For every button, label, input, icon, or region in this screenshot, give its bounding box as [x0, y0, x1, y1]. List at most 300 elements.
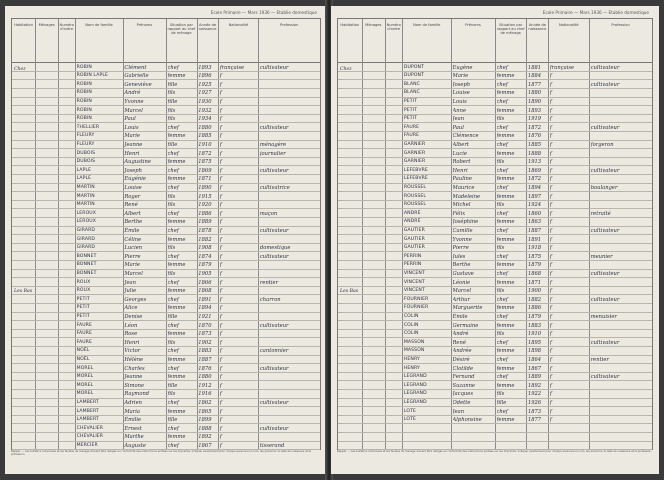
cell-nat: f	[549, 141, 552, 148]
cell-nat: f	[219, 399, 222, 406]
cell-rel: femme	[496, 176, 515, 183]
cell-year: 1888	[527, 150, 542, 157]
cell-year: 1927	[198, 90, 212, 97]
cell-name: GAUTIER	[403, 227, 425, 233]
cell-first: Victor	[124, 348, 141, 355]
cell-name: MOREL	[76, 382, 94, 388]
table-row	[338, 218, 652, 227]
table-row	[338, 355, 652, 364]
cell-rel	[497, 425, 526, 433]
cell-rel: femme	[496, 279, 515, 286]
cell-first: Marie	[124, 133, 140, 140]
cell-first: Jeanne	[124, 141, 143, 148]
cell-rel: chef	[167, 167, 179, 174]
cell-rel: chef	[167, 296, 179, 303]
table-row	[12, 244, 320, 253]
cell-nat: f	[549, 288, 552, 295]
cell-nat: f	[219, 434, 222, 441]
cell-first	[453, 442, 495, 450]
table-row	[12, 192, 320, 201]
cell-year: 1873	[198, 331, 212, 338]
cell-prof	[260, 304, 320, 312]
table-row	[12, 140, 320, 149]
cell-first: Georges	[124, 296, 147, 303]
cell-rel	[497, 433, 526, 441]
cell-name: PERRIN	[403, 253, 422, 259]
cell-nat: f	[219, 365, 222, 372]
cell-first: Marthe	[124, 434, 144, 441]
cell-rel: fille	[167, 141, 178, 148]
cell-rel: chef	[496, 296, 508, 303]
cell-prof: rentier	[259, 279, 279, 286]
cell-first: René	[124, 202, 138, 209]
cell-first: Eugénie	[124, 176, 146, 183]
cell-rel: chef	[167, 399, 179, 406]
cell-prof	[591, 322, 652, 330]
column-header: Situation par rapport au chef de ménage	[167, 23, 196, 36]
cell-first: Marie	[124, 262, 140, 269]
table-row	[338, 252, 652, 261]
cell-nat: f	[549, 245, 552, 252]
table-row	[338, 424, 652, 433]
table-row	[338, 287, 652, 296]
left-page	[5, 6, 327, 474]
cell-name: MOREL	[76, 365, 94, 371]
cell-prof	[591, 416, 652, 424]
table-row	[338, 140, 652, 149]
cell-prof	[260, 193, 320, 201]
table-row	[12, 304, 320, 313]
cell-first: René	[452, 339, 466, 346]
cell-year: 1894	[198, 305, 212, 312]
cell-name: VINCENT	[403, 288, 425, 294]
table-row	[338, 132, 652, 141]
cell-name: HENRY	[403, 365, 420, 371]
table-row	[338, 106, 652, 115]
cell-prof	[591, 115, 652, 123]
cell-nat: f	[219, 202, 222, 209]
cell-first: Suzanne	[452, 382, 476, 389]
cell-nat: f	[219, 374, 222, 381]
cell-name: LAMBERT	[76, 399, 99, 405]
cell-first: Yvonne	[452, 236, 472, 243]
cell-name: FAURE	[76, 339, 92, 345]
cell-prof: ménagère	[259, 141, 287, 148]
cell-year: 1915	[198, 193, 212, 200]
table-row	[12, 355, 320, 364]
cell-year	[528, 425, 548, 433]
table-body	[12, 63, 320, 449]
cell-prof: maçon	[259, 210, 278, 217]
cell-rel: femme	[167, 73, 186, 80]
cell-name	[404, 433, 451, 441]
cell-first: Andrée	[452, 348, 472, 355]
cell-prof	[591, 304, 652, 312]
cell-prof	[260, 270, 320, 278]
cell-prof	[260, 416, 320, 424]
cell-prof	[591, 287, 652, 295]
cell-name: VINCENT	[403, 279, 425, 285]
cell-year: 1876	[527, 133, 542, 140]
cell-rel: chef	[167, 124, 179, 131]
cell-name: LAMBERT	[76, 408, 99, 414]
cell-rel: fils	[167, 193, 176, 200]
cell-first: Clément	[124, 64, 147, 71]
cell-year: 1895	[527, 339, 542, 346]
cell-first: Augustine	[124, 159, 151, 166]
table-row	[338, 97, 652, 106]
table-row	[12, 373, 320, 382]
table-row	[12, 175, 320, 184]
table-row	[338, 381, 652, 390]
cell-rel: fille	[167, 313, 178, 320]
table-row	[338, 330, 652, 339]
cell-name	[404, 425, 451, 433]
cell-rel: femme	[167, 288, 186, 295]
cell-name: LEGRAND	[403, 374, 427, 380]
cell-year: 1864	[527, 356, 542, 363]
cell-nat: f	[549, 176, 552, 183]
cell-first: Fernand	[452, 374, 475, 381]
table-row	[338, 183, 652, 192]
cell-year: 1889	[527, 374, 542, 381]
cell-name: NOËL	[76, 356, 90, 362]
cell-first: Louise	[452, 90, 470, 97]
cell-nat: f	[549, 270, 552, 277]
table-row	[338, 261, 652, 270]
cell-name: PETIT	[403, 107, 417, 113]
cell-prof	[591, 244, 652, 252]
cell-name	[404, 442, 451, 450]
cell-name: LEROUX	[76, 210, 97, 216]
cell-nat: f	[549, 253, 552, 260]
table-row	[12, 261, 320, 270]
cell-nat: f	[219, 270, 222, 277]
cell-nat: f	[219, 124, 222, 131]
cell-nat: f	[549, 193, 552, 200]
cell-name: GIRARD	[76, 245, 96, 251]
cell-nat: française	[219, 64, 245, 71]
cell-first: Lucie	[452, 150, 467, 157]
cell-first: Joseph	[452, 81, 471, 88]
cell-rel: femme	[496, 150, 515, 157]
cell-prof: cultivateur	[259, 124, 289, 131]
table-row	[12, 416, 320, 425]
cell-year: 1880	[527, 90, 542, 97]
cell-year: 1886	[527, 305, 542, 312]
cell-first: Alphonsine	[452, 417, 482, 424]
cell-nat	[550, 425, 589, 433]
column-header: Prénoms	[465, 23, 481, 27]
cell-name: FAURE	[403, 133, 420, 139]
cell-prof	[260, 339, 320, 347]
cell-prof	[260, 382, 320, 390]
cell-year: 1881	[527, 64, 542, 71]
cell-prof	[591, 347, 652, 355]
cell-prof: cultivateur	[590, 296, 620, 303]
cell-year: 1926	[527, 399, 542, 406]
cell-nat: f	[549, 81, 552, 88]
table-row	[338, 89, 652, 98]
cell-prof	[591, 175, 652, 183]
table-row	[12, 269, 320, 278]
cell-rel: femme	[167, 356, 186, 363]
cell-year: 1868	[527, 270, 542, 277]
cell-name: MARTIN	[76, 184, 95, 190]
cell-rel: chef	[496, 98, 508, 105]
cell-first: Berthe	[452, 262, 471, 269]
cell-year: 1893	[527, 107, 542, 114]
cell-prof	[591, 193, 652, 201]
cell-year: 1869	[198, 167, 212, 174]
cell-prof	[260, 81, 320, 89]
cell-prof: cultivateur	[259, 64, 289, 71]
table-row	[12, 106, 320, 115]
cell-year: 1924	[527, 202, 542, 209]
cell-name: GARNIER	[403, 159, 426, 165]
cell-name: PETIT	[76, 313, 90, 319]
cell-nat: f	[219, 313, 222, 320]
table-row	[12, 424, 320, 433]
cell-first: Denise	[124, 313, 143, 320]
cell-first: Germaine	[452, 322, 479, 329]
cell-first: Paul	[124, 116, 136, 123]
cell-rel: chef	[167, 365, 179, 372]
cell-name: LEROUX	[76, 219, 97, 225]
cell-rel: fils	[496, 391, 505, 398]
cell-name: ROBIN	[76, 90, 92, 96]
cell-first: Rose	[124, 331, 138, 338]
column-header: Nationalité	[228, 23, 249, 27]
cell-year: 1892	[527, 382, 542, 389]
cell-name: GIRARD	[76, 236, 96, 242]
column-header: Année de naissance	[528, 23, 547, 32]
cell-nat: f	[219, 288, 222, 295]
cell-first: Anne	[452, 107, 467, 114]
cell-rel: chef	[496, 81, 508, 88]
cell-first: André	[124, 90, 141, 97]
cell-prof	[591, 279, 652, 287]
cell-name: LEGRAND	[403, 382, 427, 388]
cell-year: 1885	[198, 133, 212, 140]
cell-first: Maurice	[452, 184, 475, 191]
cell-rel: fils	[496, 331, 505, 338]
cell-first: Jean	[452, 408, 465, 415]
cell-first: Yvonne	[124, 98, 144, 105]
table-row	[12, 166, 320, 175]
table-row	[12, 330, 320, 339]
cell-rel: fils	[496, 288, 505, 295]
table-row	[338, 80, 652, 89]
cell-first	[453, 425, 495, 433]
cell-year: 1873	[527, 408, 542, 415]
cell-name: COLIN	[403, 322, 419, 328]
cell-year: 1880	[198, 374, 212, 381]
table-row	[12, 63, 320, 72]
cell-rel: femme	[496, 107, 515, 114]
cell-year: 1863	[527, 219, 542, 226]
cell-rel: chef	[496, 210, 508, 217]
cell-year: 1887	[527, 227, 542, 234]
table-row	[338, 295, 652, 304]
cell-nat: f	[549, 73, 552, 80]
table-row	[338, 166, 652, 175]
cell-nat: f	[549, 133, 552, 140]
cell-name: ANDRÉ	[403, 210, 421, 216]
cell-nat: f	[219, 107, 222, 114]
cell-prof: cultivateur	[590, 227, 620, 234]
cell-nat: f	[549, 365, 552, 372]
cell-first: Alice	[124, 305, 138, 312]
cell-rel: fille	[496, 399, 507, 406]
cell-rel: chef	[496, 184, 508, 191]
cell-prof: rentier	[590, 356, 609, 363]
cell-first: Albert	[452, 141, 469, 148]
cell-name: LAPLE	[76, 176, 92, 182]
cell-rel: femme	[496, 262, 515, 269]
cell-prof	[260, 201, 320, 209]
cell-nat: f	[549, 356, 552, 363]
cell-rel: fils	[496, 202, 505, 209]
cell-rel: chef	[167, 279, 179, 286]
table-row	[12, 321, 320, 330]
cell-year: 1878	[198, 227, 212, 234]
cell-rel: chef	[496, 313, 508, 320]
table-row	[12, 364, 320, 373]
right-page	[331, 6, 659, 474]
cell-rel: chef	[167, 210, 179, 217]
table-row	[338, 269, 652, 278]
table-row	[338, 364, 652, 373]
cell-rel: chef	[496, 64, 508, 71]
cell-nat: f	[219, 227, 222, 234]
cell-nat: f	[549, 374, 552, 381]
cell-year: 1890	[527, 98, 542, 105]
cell-nat: f	[549, 279, 552, 286]
cell-prof	[591, 89, 652, 97]
cell-nat: f	[219, 210, 222, 217]
cell-prof: cultivateur	[259, 253, 289, 260]
cell-year: 1876	[198, 365, 212, 372]
cell-year: 1902	[198, 339, 212, 346]
cell-rel: femme	[496, 348, 515, 355]
cell-year: 1871	[198, 176, 212, 183]
cell-rel: femme	[496, 90, 515, 97]
cell-first: Gustave	[452, 270, 474, 277]
cell-first: Léon	[124, 322, 138, 329]
table-row	[338, 407, 652, 416]
cell-first: Adrien	[124, 399, 142, 406]
table-row	[338, 235, 652, 244]
running-head: Ecole Primaire — Mars 1936 — Etablie domestique	[210, 10, 317, 15]
cell-first: Maria	[124, 408, 141, 415]
cell-year: 1900	[527, 288, 542, 295]
cell-first: Félix	[452, 210, 466, 217]
cell-first: Charles	[124, 365, 145, 372]
cell-prof	[260, 390, 320, 398]
table-row	[12, 441, 320, 450]
table-body	[338, 63, 652, 449]
cell-prof	[260, 261, 320, 269]
margin-note: Chez	[340, 67, 352, 72]
cell-name: LEGRAND	[403, 399, 427, 405]
cell-name: ROUX	[76, 288, 91, 294]
cell-name: BONNET	[76, 262, 97, 268]
cell-nat: f	[549, 322, 552, 329]
cell-first: Henri	[452, 167, 468, 174]
cell-year: 1919	[527, 116, 542, 123]
table-row	[12, 235, 320, 244]
cell-year: 1877	[527, 81, 542, 88]
cell-year: 1889	[198, 219, 212, 226]
table-row	[338, 304, 652, 313]
cell-first: André	[452, 331, 469, 338]
cell-name: GAUTIER	[403, 236, 425, 242]
cell-nat: f	[219, 322, 222, 329]
cell-rel: femme	[496, 417, 515, 424]
cell-year: 1894	[527, 184, 542, 191]
column-header: Nationalité	[558, 23, 579, 27]
cell-prof	[591, 442, 652, 450]
cell-rel: fils	[496, 159, 505, 166]
cell-prof: cultivateur	[259, 322, 289, 329]
column-header: Nom de famille	[85, 23, 113, 27]
table-row	[338, 209, 652, 218]
cell-name: LEFEBVRE	[403, 176, 428, 182]
cell-name: MERCIER	[76, 442, 98, 448]
cell-prof: cultivateur	[590, 374, 620, 381]
cell-rel: fils	[167, 107, 176, 114]
census-table	[11, 18, 321, 450]
cell-nat: f	[219, 382, 222, 389]
cell-nat: f	[219, 417, 222, 424]
table-row	[338, 312, 652, 321]
cell-name: FLEURY	[76, 133, 95, 139]
table-row	[338, 63, 652, 72]
cell-nat: f	[219, 193, 222, 200]
cell-first: Madeleine	[452, 193, 481, 200]
cell-name: MARTIN	[76, 193, 95, 199]
table-row	[12, 433, 320, 442]
cell-nat: f	[219, 167, 222, 174]
table-row	[338, 321, 652, 330]
column-header: Profession	[279, 23, 299, 27]
table-row	[12, 398, 320, 407]
cell-first: Raymond	[124, 391, 150, 398]
cell-first: Pierre	[124, 253, 141, 260]
cell-first: Albert	[124, 210, 141, 217]
cell-name: BLANC	[403, 90, 420, 96]
cell-rel: chef	[496, 356, 508, 363]
cell-year: 1925	[198, 81, 212, 88]
table-row	[338, 123, 652, 132]
cell-rel: chef	[496, 253, 508, 260]
cell-year: 1892	[198, 434, 212, 441]
cell-year: 1866	[198, 279, 212, 286]
cell-nat: f	[549, 382, 552, 389]
column-header: Numéro d'ordre	[59, 23, 74, 32]
cell-rel: chef	[496, 408, 508, 415]
cell-rel	[497, 442, 526, 450]
cell-rel: femme	[496, 305, 515, 312]
cell-prof	[591, 98, 652, 106]
cell-rel: femme	[167, 305, 186, 312]
cell-rel: chef	[167, 425, 179, 432]
cell-first: Désiré	[452, 356, 470, 363]
cell-first: Joséphine	[452, 219, 479, 226]
table-row	[12, 209, 320, 218]
cell-year: 1885	[527, 141, 542, 148]
